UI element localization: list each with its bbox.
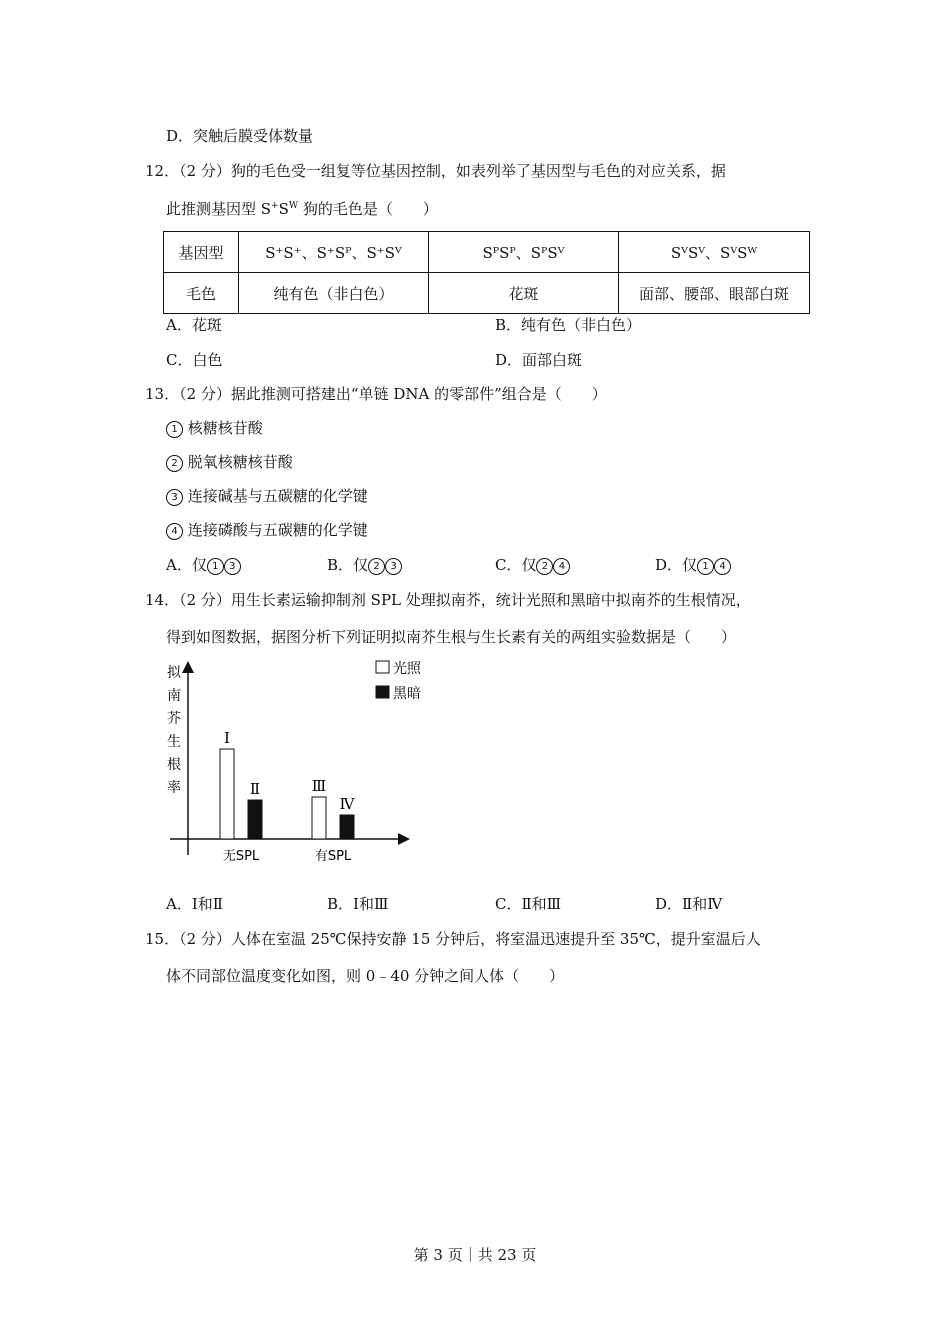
table-row bbox=[164, 273, 810, 314]
circled-number: 1 bbox=[166, 421, 183, 438]
table-cell: 花斑 bbox=[429, 273, 619, 314]
q11-option-d: D．突触后膜受体数量 bbox=[166, 127, 314, 145]
legend-swatch bbox=[376, 686, 389, 698]
table-cell: 面部、腰部、眼部白斑 bbox=[619, 273, 810, 314]
bar bbox=[340, 815, 354, 839]
q12-stem-line1: 12．（2 分）狗的毛色受一组复等位基因控制，如表列举了基因型与毛色的对应关系，据 bbox=[145, 162, 726, 180]
y-label-char: 芥 bbox=[167, 711, 181, 727]
circled-number: 4 bbox=[166, 523, 183, 540]
bar-label: Ⅲ bbox=[311, 777, 327, 795]
q13-item-2: 2 脱氧核糖核苷酸 bbox=[166, 452, 293, 472]
q14-option-c: C．Ⅱ和Ⅲ bbox=[495, 895, 562, 913]
q14-option-b: B．Ⅰ和Ⅲ bbox=[327, 895, 389, 913]
q13-item-3: 3 连接碱基与五碳糖的化学键 bbox=[166, 486, 368, 506]
q15-stem-line1: 15．（2 分）人体在室温 25℃保持安静 15 分钟后，将室温迅速提升至 35℃，提升室温后人 bbox=[145, 930, 761, 948]
q13-option-a: A．仅 1 3 bbox=[166, 555, 241, 575]
q13-option-c: C．仅 2 4 bbox=[495, 555, 570, 575]
table-cell: SⱽSⱽ、SⱽSᵂ bbox=[619, 232, 810, 273]
table-cell: 毛色 bbox=[164, 273, 239, 314]
x-tick-label: 有SPL bbox=[314, 849, 352, 864]
q13-option-d: D．仅 1 4 bbox=[655, 555, 731, 575]
x-tick-label: 无SPL bbox=[222, 849, 260, 864]
bar-label: Ⅰ bbox=[224, 729, 230, 747]
table-cell: 基因型 bbox=[164, 232, 239, 273]
legend-label: 黑暗 bbox=[393, 686, 421, 702]
bar bbox=[248, 800, 262, 839]
table-cell: 纯有色（非白色） bbox=[239, 273, 429, 314]
y-label-char: 拟 bbox=[167, 665, 181, 681]
y-axis-label bbox=[167, 664, 182, 796]
table-cell: SᴾSᴾ、SᴾSⱽ bbox=[429, 232, 619, 273]
q13-stem: 13．（2 分）据此推测可搭建出“单链 DNA 的零部件”组合是（ ） bbox=[145, 385, 607, 403]
q14-option-d: D．Ⅱ和Ⅳ bbox=[655, 895, 723, 913]
q12-stem-line2: 此推测基因型 $S^+S^W$ 狗的毛色是（ ） bbox=[166, 200, 438, 218]
q14-stem-line1: 14．（2 分）用生长素运输抑制剂 SPL 处理拟南芥，统计光照和黑暗中拟南芥的生根情况， bbox=[145, 591, 751, 609]
y-label-char: 生 bbox=[167, 734, 181, 750]
q12-option-c: C．白色 bbox=[166, 351, 223, 369]
q15-stem-line2: 体不同部位温度变化如图，则 0﹣40 分钟之间人体（ ） bbox=[166, 967, 565, 985]
y-label-char: 率 bbox=[167, 780, 181, 796]
q12-option-a: A．花斑 bbox=[166, 316, 222, 334]
genotype-table bbox=[163, 231, 810, 314]
q14-stem-line2: 得到如图数据，据图分析下列证明拟南芥生根与生长素有关的两组实验数据是（ ） bbox=[166, 628, 737, 646]
page-footer: 第 3 页｜共 23 页 bbox=[413, 1246, 537, 1264]
legend-label: 光照 bbox=[393, 661, 421, 677]
table-row bbox=[164, 232, 810, 273]
y-label-char: 南 bbox=[167, 688, 181, 704]
legend bbox=[376, 660, 422, 702]
bar-label: Ⅳ bbox=[339, 795, 355, 813]
q13-item-1: 1 核糖核苷酸 bbox=[166, 418, 263, 438]
table-cell: S⁺S⁺、S⁺Sᴾ、S⁺Sⱽ bbox=[239, 232, 429, 273]
q12-option-b: B．纯有色（非白色） bbox=[495, 316, 642, 334]
bar bbox=[220, 749, 234, 839]
bar-label: Ⅱ bbox=[249, 780, 261, 798]
circled-number: 3 bbox=[166, 489, 183, 506]
q13-item-4: 4 连接磷酸与五碳糖的化学键 bbox=[166, 520, 368, 540]
y-label-char: 根 bbox=[167, 757, 181, 773]
circled-number: 2 bbox=[166, 455, 183, 472]
legend-swatch bbox=[376, 661, 389, 673]
q14-option-a: A．Ⅰ和Ⅱ bbox=[166, 895, 223, 913]
q12-option-d: D．面部白斑 bbox=[495, 351, 583, 369]
rooting-rate-chart bbox=[160, 655, 440, 870]
bar bbox=[312, 797, 326, 839]
q13-option-b: B．仅 2 3 bbox=[327, 555, 402, 575]
